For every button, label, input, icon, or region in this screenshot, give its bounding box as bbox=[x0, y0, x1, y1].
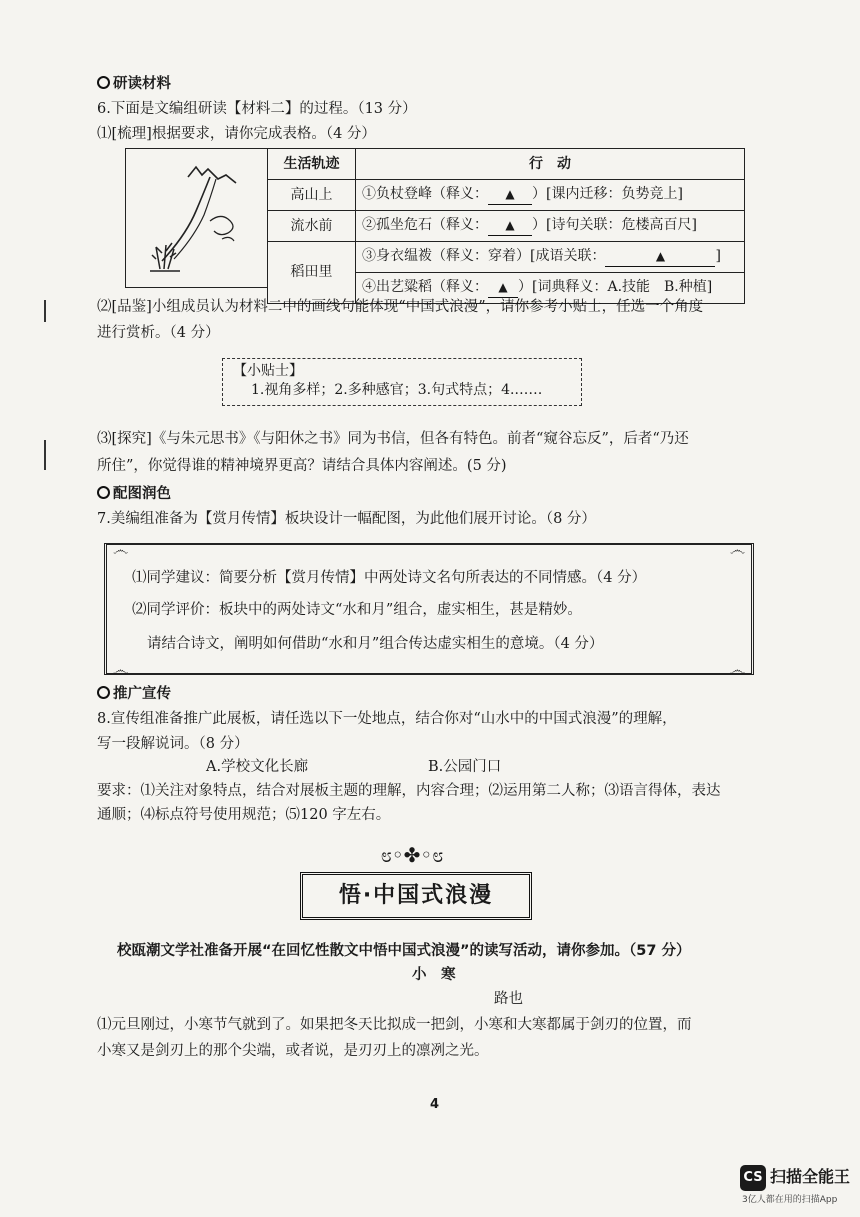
life-track-table bbox=[267, 148, 745, 304]
scroll-ornament-icon: ෴ bbox=[729, 540, 745, 559]
mountain-river-rice-icon bbox=[126, 149, 266, 285]
discussion-frame bbox=[104, 540, 754, 680]
section-banner: 悟·中国式浪漫 bbox=[300, 872, 532, 920]
scroll-ornament-icon: ෴ bbox=[113, 540, 129, 559]
option-b: B.公园门口 bbox=[428, 759, 502, 775]
table-cell-action: ②孤坐危石（释义： ▲ ）[诗句关联：危楼高百尺] bbox=[356, 211, 745, 242]
answer-blank[interactable]: ▲ bbox=[488, 185, 532, 205]
question-7-item2: ⑵同学评价：板块中的两处诗文“水和月”组合，虚实相生，甚是精妙。 bbox=[132, 602, 582, 618]
option-a: A.学校文化长廊 bbox=[206, 759, 309, 775]
answer-blank[interactable]: ▲ bbox=[488, 216, 532, 236]
question-8-requirements-line1: 要求：⑴关注对象特点，结合对展板主题的理解，内容合理；⑵运用第二人称；⑶语言得体，表达 bbox=[97, 783, 721, 799]
table-cell-action: ①负杖登峰（释义： ▲ ）[课内迁移：负势竞上] bbox=[356, 180, 745, 211]
essay-title: 小 寒 bbox=[412, 967, 456, 983]
table-cell-action: ③身衣缊袯（释义：穿着）[成语关联： ▲ ] bbox=[356, 242, 745, 273]
table-cell-place: 流水前 bbox=[268, 211, 356, 242]
scroll-ornament-icon: ෴ bbox=[729, 660, 745, 680]
essay-paragraph-1-line1: ⑴元旦刚过，小寒节气就到了。如果把冬天比拟成一把剑，小寒和大寒都属于剑刃的位置，而 bbox=[97, 1017, 692, 1033]
table-header-action: 行 动 bbox=[356, 149, 745, 180]
table-cell-action: ④出艺粱稻（释义： ▲ ）[词典释义：A.技能 B.种植] bbox=[356, 273, 745, 304]
section-heading-2: 配图润色 bbox=[97, 485, 171, 505]
table-cell-place: 高山上 bbox=[268, 180, 356, 211]
circle-bullet-icon bbox=[97, 486, 110, 499]
table-header-track: 生活轨迹 bbox=[268, 149, 356, 180]
camscanner-logo: CS bbox=[740, 1165, 766, 1191]
question-6-part2-line2: 进行赏析。（4 分） bbox=[97, 325, 220, 341]
question-8-requirements-line2: 通顺；⑷标点符号使用规范；⑸120 字左右。 bbox=[97, 807, 391, 823]
circle-bullet-icon bbox=[97, 686, 110, 699]
question-7-item3: 请结合诗文，阐明如何借助“水和月”组合传达虚实相生的意境。（4 分） bbox=[147, 636, 604, 652]
section-heading-1: 研读材料 bbox=[97, 75, 171, 95]
scroll-ornament-icon: ෴ bbox=[113, 660, 129, 680]
margin-mark bbox=[44, 440, 46, 470]
tips-title: 【小贴士】 bbox=[233, 363, 303, 379]
question-8-stem-line2: 写一段解说词。（8 分） bbox=[97, 736, 249, 752]
question-6-part2-line1: ⑵[品鉴]小组成员认为材料二中的画线句能体现“中国式浪漫”，请你参考小贴士，任选一个角度 bbox=[97, 299, 704, 315]
page-number: 4 bbox=[430, 1097, 440, 1112]
question-6-part1: ⑴[梳理]根据要求，请你完成表格。（4 分） bbox=[97, 126, 376, 142]
section-heading-3: 推广宣传 bbox=[97, 685, 171, 705]
question-6-stem: 6.下面是文编组研读【材料二】的过程。（13 分） bbox=[97, 101, 417, 117]
table-row bbox=[268, 211, 745, 242]
answer-blank[interactable]: ▲ bbox=[488, 278, 518, 298]
question-6-part3-line2: 所住”，你觉得谁的精神境界更高？请结合具体内容阐述。(5 分) bbox=[97, 458, 507, 474]
question-6-part3-line1: ⑶[探究]《与朱元思书》《与阳休之书》同为书信，但各有特色。前者“窥谷忘反”，后者“乃还 bbox=[97, 431, 689, 447]
camscanner-name: 扫描全能王 bbox=[770, 1167, 851, 1186]
camscanner-tagline: 3亿人都在用的扫描App bbox=[742, 1195, 838, 1205]
table-cell-place: 稻田里 bbox=[268, 242, 356, 304]
landscape-illustration bbox=[125, 148, 267, 288]
essay-paragraph-1-line2: 小寒又是剑刃上的那个尖端，或者说，是刃刃上的凛冽之光。 bbox=[97, 1043, 489, 1059]
question-8-stem-line1: 8.宣传组准备推广此展板，请任选以下一处地点，结合你对“山水中的中国式浪漫”的理解， bbox=[97, 711, 677, 727]
answer-blank[interactable]: ▲ bbox=[605, 247, 715, 267]
tips-box bbox=[222, 358, 582, 406]
margin-mark bbox=[44, 300, 46, 322]
question-7-item1: ⑴同学建议：简要分析【赏月传情】中两处诗文名句所表达的不同情感。（4 分） bbox=[132, 570, 647, 586]
part-intro: 校瓯潮文学社准备开展“在回忆性散文中悟中国式浪漫”的读写活动，请你参加。（57 分） bbox=[117, 943, 691, 959]
banner-ornament-icon: ೮◦✤◦೮ bbox=[380, 843, 444, 867]
circle-bullet-icon bbox=[97, 76, 110, 89]
essay-author: 路也 bbox=[494, 991, 523, 1007]
tips-body: 1.视角多样；2.多种感官；3.句式特点；4.…… bbox=[251, 381, 543, 398]
table-row bbox=[268, 242, 745, 273]
table-row bbox=[268, 180, 745, 211]
question-7-stem: 7.美编组准备为【赏月传情】板块设计一幅配图，为此他们展开讨论。（8 分） bbox=[97, 511, 596, 527]
